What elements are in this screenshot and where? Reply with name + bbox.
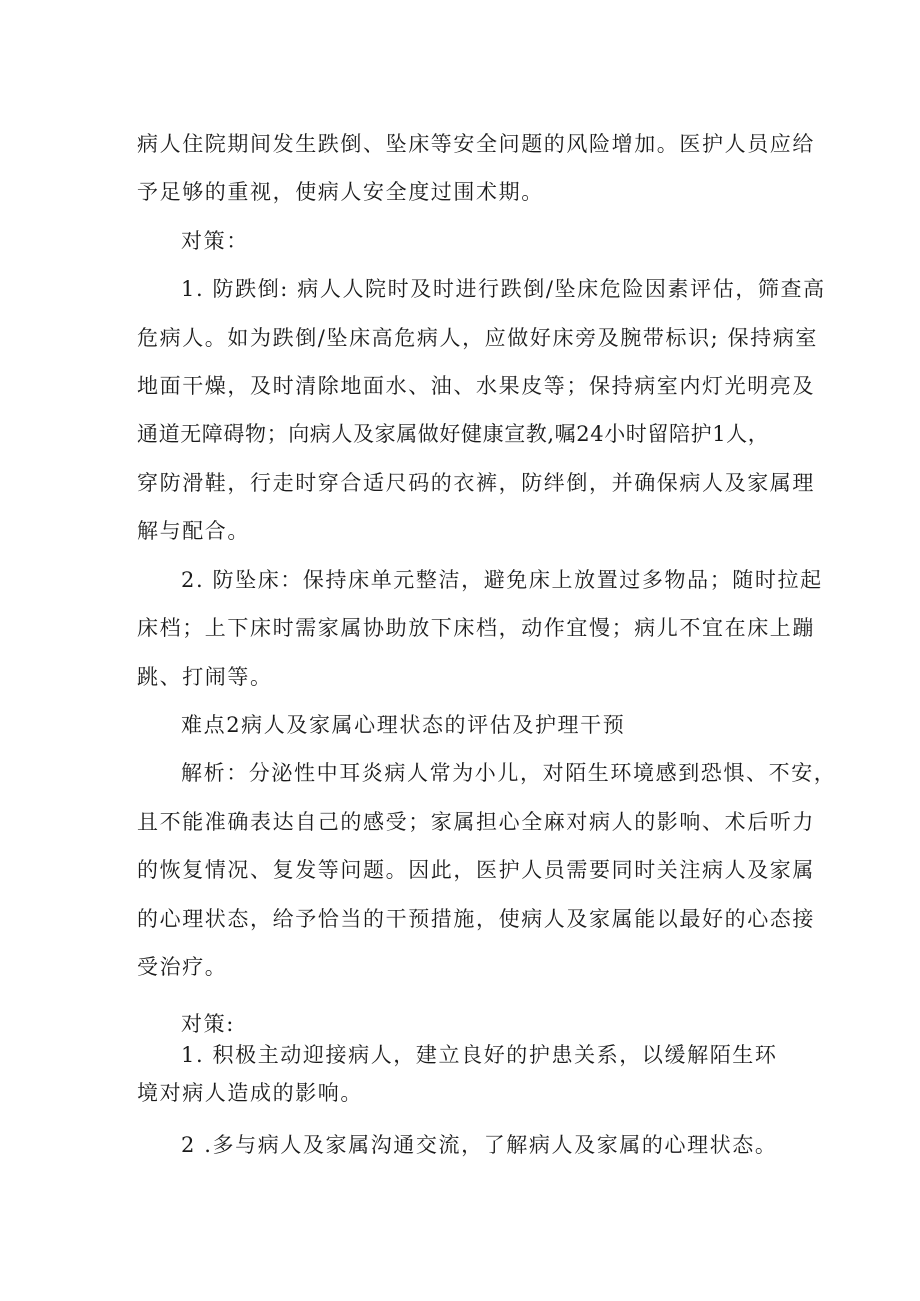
text-line: 危病人。如为跌倒/坠床高危病人，应做好床旁及腕带标识; 保持病室 (137, 326, 819, 350)
section-heading: 对策： (181, 229, 249, 253)
text-line: 病人住院期间发生跌倒、坠床等安全问题的风险增加。医护人员应给 (137, 132, 815, 156)
text-line: 2 .多与病人及家属沟通交流，了解病人及家属的心理状态。 (181, 1133, 778, 1157)
text-line: 1. 防跌倒: 病人人院时及时进行跌倒/坠床危险因素评估，筛查高 (181, 277, 826, 301)
text-line: 床档；上下床时需家属协助放下床档，动作宜慢；病儿不宜在床上蹦 (137, 616, 815, 640)
text-line: 解与配合。 (137, 519, 250, 543)
section-heading: 对策: (181, 1012, 235, 1036)
text-line: 跳、打闹等。 (137, 665, 273, 689)
text-line: 予足够的重视，使病人安全度过围术期。 (137, 180, 544, 204)
section-heading: 难点2病人及家属心理状态的评估及护理干预 (181, 713, 626, 737)
text-line: 解析：分泌性中耳炎病人常为小儿，对陌生环境感到恐惧、不安， (181, 761, 837, 785)
text-line: 穿防滑鞋，行走时穿合适尺码的衣裤，防绊倒，并确保病人及家属理 (137, 471, 815, 495)
text-line: 2. 防坠床：保持床单元整洁，避免床上放置过多物品；随时拉起 (181, 568, 823, 592)
text-line: 1. 积极主动迎接病人，建立良好的护患关系，以缓解陌生环 (181, 1043, 778, 1067)
text-line: 的恢复情况、复发等问题。因此，医护人员需要同时关注病人及家属 (137, 858, 815, 882)
text-line: 境对病人造成的影响。 (137, 1081, 363, 1105)
text-line: 受治疗。 (137, 955, 228, 979)
text-line: 地面干燥，及时清除地面水、油、水果皮等；保持病室内灯光明亮及 (137, 374, 815, 398)
text-line: 通道无障碍物；向病人及家属做好健康宣教,嘱24小时留陪护1人， (137, 422, 770, 446)
text-line: 且不能准确表达自己的感受；家属担心全麻对病人的影响、术后听力 (137, 810, 815, 834)
text-line: 的心理状态，给予恰当的干预措施，使病人及家属能以最好的心态接 (137, 907, 815, 931)
